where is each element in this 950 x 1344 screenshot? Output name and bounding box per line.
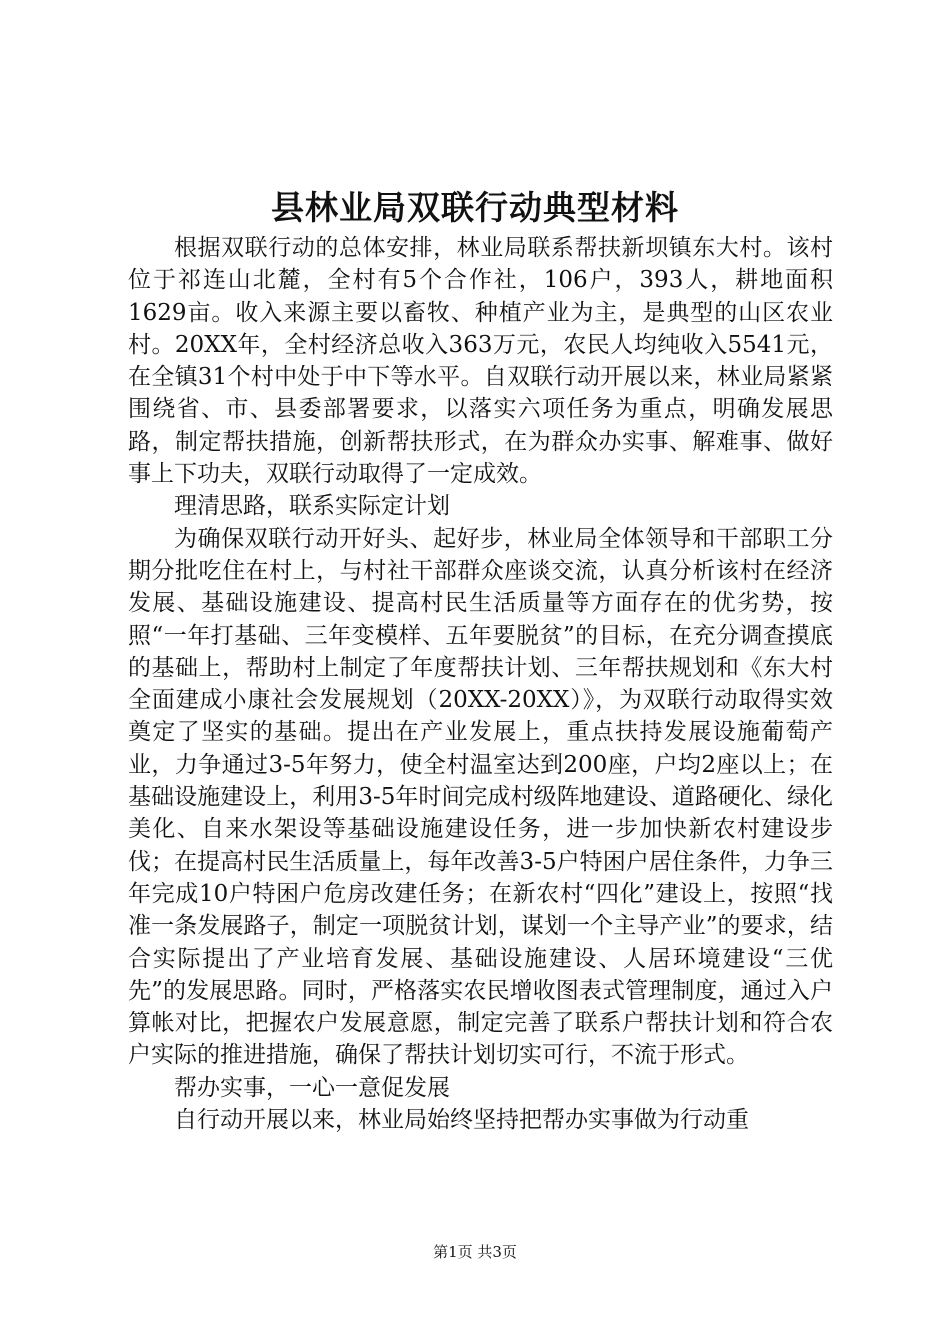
section-heading-practical: 帮办实事，一心一意促发展	[174, 1074, 450, 1101]
page-number-footer: 第1页 共3页	[433, 1243, 517, 1261]
section-heading-plan: 理清思路，联系实际定计划	[174, 493, 450, 520]
paragraph-practical: 自行动开展以来，林业局始终坚持把帮办实事做为行动重	[174, 1107, 749, 1134]
paragraph-plan: 为确保双联行动开好头、起好步，林业局全体领导和干部职工分期分批吃住在村上，与村社干部群众座谈交流，认真分析该村在经济发展、基础设施建设、提高村民生活质量等方面存在的优劣势，按照“一年打基础、三年变模样、五年要脱贫”的目标，在充分调查摸底的基础上，帮助村上制定了年度帮扶计划、三年帮扶规划和《东大村全面建成小康社会发展规划（20XX-20XX）》，为双联行动取得实效奠定了坚实的基础。提出在产业发展上，重点扶持发展设施葡萄产业，力争通过3-5年努力，使全村温室达到200座，户均2座以上；在基础设施建设上，利用3-5年时间完成村级阵地建设、道路硬化、绿化美化、自来水架设等基础设施建设任务，进一步加快新农村建设步伐；在提高村民生活质量上，每年改善3-5户特困户居住条件，力争三年完成10户特困户危房改建任务；在新农村“四化”建设上，按照“找准一条发展路子，制定一项脱贫计划，谋划一个主导产业”的要求，结合实际提出了产业培育发展、基础设施建设、人居环境建设“三优先”的发展思路。同时，严格落实农民增收图表式管理制度，通过入户算帐对比，把握农户发展意愿，制定完善了联系户帮扶计划和符合农户实际的推进措施，确保了帮扶计划切实可行，不流于形式。	[128, 525, 833, 1069]
document-title: 县林业局双联行动典型材料	[271, 188, 679, 227]
document-body	[128, 232, 833, 1136]
paragraph-intro: 根据双联行动的总体安排，林业局联系帮扶新坝镇东大村。该村位于祁连山北麓，全村有5个合作社，106户，393人，耕地面积1629亩。收入来源主要以畜牧、种植产业为主，是典型的山区农业村。20XX年，全村经济总收入363万元，农民人均纯收入5541元，在全镇31个村中处于中下等水平。自双联行动开展以来，林业局紧紧围绕省、市、县委部署要求，以落实六项任务为重点，明确发展思路，制定帮扶措施，创新帮扶形式，在为群众办实事、解难事、做好事上下功夫，双联行动取得了一定成效。	[128, 235, 833, 488]
